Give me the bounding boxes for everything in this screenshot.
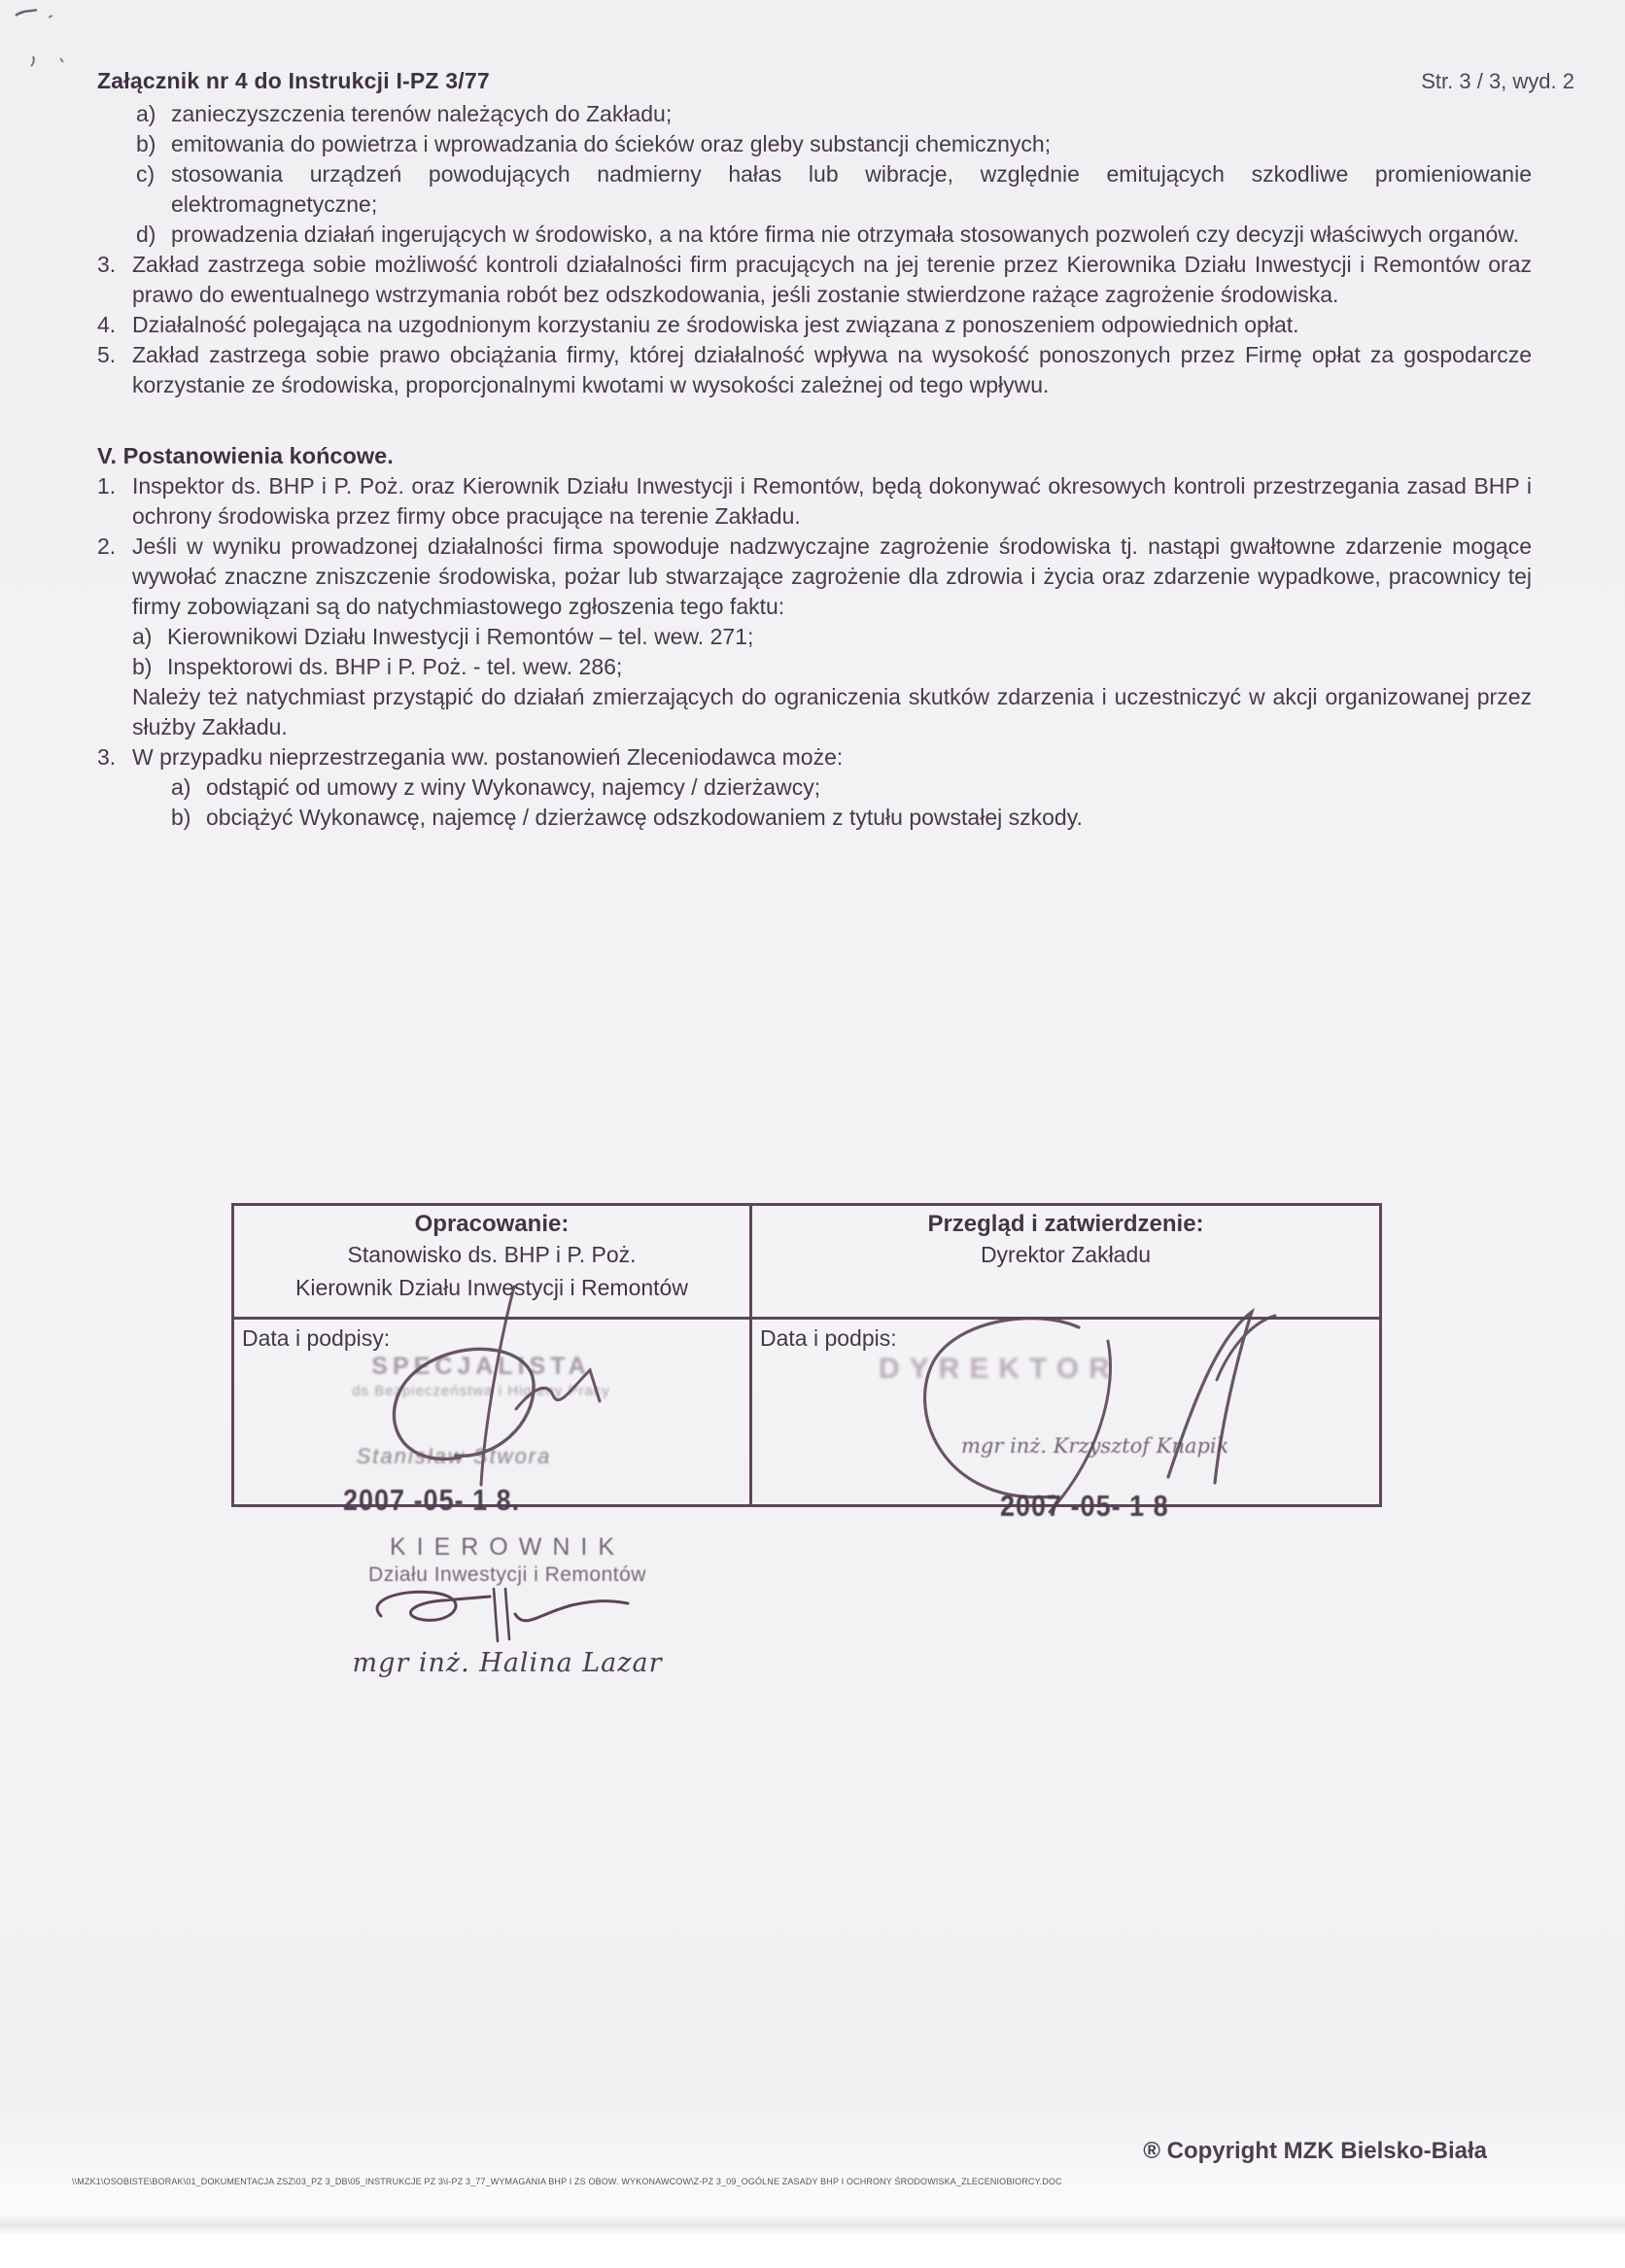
final-item-2	[97, 532, 1532, 622]
document-header	[97, 68, 1574, 94]
list-marker: a)	[132, 624, 153, 649]
list-marker: b)	[171, 805, 191, 830]
right-date-label: Data i podpis:	[760, 1325, 897, 1351]
kierownik-stamp-line-2: Działu Inwestycji i Remontów	[368, 1564, 646, 1586]
right-signature-cell	[752, 1320, 1379, 1523]
contact-item	[132, 622, 1532, 652]
consequence-text: obciążyć Wykonawcę, najemcę / dzierżawcę odszkodowaniem z tytułu powstałej szkody.	[206, 805, 1083, 830]
item-text: Działalność polegająca na uzgodnionym korzystaniu ze środowiska jest związana z ponoszeniem odpowiednich opłat.	[132, 312, 1299, 337]
left-signature-cell	[234, 1320, 752, 1517]
list-marker: b)	[136, 131, 156, 156]
list-item	[136, 129, 1532, 159]
list-item	[136, 220, 1532, 250]
left-date-label: Data i podpisy:	[242, 1325, 391, 1351]
kierownik-signature-name: mgr inż. Halina Lazar	[352, 1648, 663, 1678]
stamp-line-1: SPECJALISTA	[371, 1353, 591, 1380]
kierownik-stamp-block	[274, 1533, 741, 1678]
contact-list	[97, 622, 1532, 742]
contact-text: Kierownikowi Działu Inwestycji i Remontów – tel. wew. 271;	[167, 624, 754, 649]
item-number: 1.	[97, 473, 117, 498]
section-heading: V. Postanowienia końcowe.	[97, 443, 394, 468]
page-reference: Str. 3 / 3, wyd. 2	[1421, 69, 1574, 93]
item-number: 2.	[97, 533, 117, 559]
item-number: 5.	[97, 342, 117, 367]
table-signature-row	[234, 1320, 1379, 1523]
item-number: 3.	[97, 252, 117, 277]
note-text: Należy też natychmiast przystąpić do działań zmierzających do ograniczenia skutków zdarzenia i uczestniczyć w akcji organizowanej przez służby Zakładu.	[132, 684, 1532, 739]
pen-mark-artifacts	[10, 6, 97, 74]
document-body	[97, 99, 1532, 833]
numbered-item-5	[97, 340, 1532, 400]
list-item-text: prowadzenia działań ingerujących w środowisko, a na które firma nie otrzymała stosowanych pozwoleń czy decyzji właściwych organów.	[171, 222, 1520, 247]
list-marker: c)	[136, 161, 156, 187]
footer-copyright: ® Copyright MZK Bielsko-Biała	[1143, 2138, 1487, 2164]
item-number: 3.	[97, 744, 117, 770]
list-item-text: emitowania do powietrza i wprowadzania do ścieków oraz gleby substancji chemicznych;	[171, 131, 1052, 156]
approval-table	[231, 1203, 1382, 1523]
right-signature-name: mgr inż. Krzysztof Knapik	[961, 1434, 1229, 1458]
list-marker: d)	[136, 222, 156, 247]
attachment-title: Załącznik nr 4 do Instrukcji I-PZ 3/77	[97, 68, 490, 93]
stamp-line-2: ds Bezpieczeństwa i Higieny Pracy	[352, 1383, 610, 1399]
consequence-item	[171, 803, 1532, 833]
right-date-stamp: 2007 -05- 1 8	[1000, 1490, 1169, 1523]
opracowanie-role-2: Kierownik Działu Inwestycji i Remontów	[295, 1275, 688, 1300]
consequence-text: odstąpić od umowy z winy Wykonawcy, najemcy / dzierżawcy;	[206, 774, 821, 800]
item-text: W przypadku nieprzestrzegania ww. postanowień Zleceniodawca może:	[132, 744, 844, 770]
zatwierdzenie-role: Dyrektor Zakładu	[980, 1242, 1152, 1267]
list-item-text: stosowania urządzeń powodujących nadmierny hałas lub wibracje, względnie emitujących szkodliwe promieniowanie elektromagnetyczne;	[171, 161, 1532, 217]
numbered-item-4	[97, 310, 1532, 340]
left-signature-name: Stanisław Stwora	[356, 1444, 552, 1468]
scan-bottom-edge	[0, 2243, 1625, 2268]
opracowanie-role-1: Stanowisko ds. BHP i P. Poż.	[347, 1242, 637, 1267]
numbered-item-3	[97, 250, 1532, 310]
scan-shadow-band	[0, 2214, 1625, 2235]
item-number: 4.	[97, 312, 117, 337]
kierownik-signature	[352, 1581, 663, 1651]
item-text: Jeśli w wyniku prowadzonej działalności firma spowoduje nadzwyczajne zagrożenie środowiska tj. nastąpi gwałtowne zdarzenie mogące wywołać znaczne zniszczenie środowiska, pożar lub stwarzające zagrożenie dla zdrowia i życia oraz zdarzenie wypadkowe, pracownicy tej firmy zobowiązani są do natychmiastowego zgłoszenia tego faktu:	[132, 533, 1532, 619]
item-text: Inspektor ds. BHP i P. Poż. oraz Kierownik Działu Inwestycji i Remontów, będą dokonywać okresowych kontroli przestrzegania zasad BHP i ochrony środowiska przez firmy obce pracujące na terenie Zakładu.	[132, 473, 1532, 529]
list-item	[136, 159, 1532, 220]
list-item-text: zanieczyszczenia terenów należących do Zakładu;	[171, 101, 673, 126]
final-item-1	[97, 471, 1532, 532]
kierownik-stamp-line-1: KIEROWNIK	[389, 1533, 626, 1561]
list-item	[136, 99, 1532, 129]
list-marker: a)	[136, 101, 156, 126]
consequence-item	[171, 773, 1532, 803]
zatwierdzenie-title: Przegląd i zatwierdzenie:	[927, 1211, 1204, 1237]
opracowanie-title: Opracowanie:	[414, 1211, 570, 1237]
contact-text: Inspektorowi ds. BHP i P. Poż. - tel. wew. 286;	[167, 654, 623, 679]
left-date-stamp: 2007 -05- 1 8.	[343, 1484, 521, 1517]
intro-sub-list	[136, 99, 1532, 250]
final-item-3	[97, 742, 1532, 833]
list-marker: b)	[132, 654, 153, 679]
footer-file-path: \\MZK1\OSOBISTE\BORAK\01_DOKUMENTACJA ZSZ\03_PZ 3_DB\05_INSTRUKCJE PZ 3\I-PZ 3_77_WYMAGANIA BHP I ZS OBOW. WYKONAWCOW\Z-PZ 3_09_OGÓLNE ZASADY BHP I OCHRONY ŚRODOWISKA_ZLECENIOBIORCY.DOC	[72, 2177, 1062, 2186]
item-text: Zakład zastrzega sobie możliwość kontroli działalności firm pracujących na jej terenie przez Kierownika Działu Inwestycji i Remontów oraz prawo do ewentualnego wstrzymania robót bez odszkodowania, jeśli zostanie stwierdzone rażące zagrożenie środowiska.	[132, 252, 1532, 307]
list-marker: a)	[171, 774, 191, 800]
dyrektor-stamp: DYREKTOR	[879, 1353, 1120, 1385]
item-text: Zakład zastrzega sobie prawo obciążania firmy, której działalność wpływa na wysokość ponoszonych przez Firmę opłat za gospodarcze korzystanie ze środowiska, proporcjonalnymi kwotami w wysokości zależnej od tego wpływu.	[132, 342, 1532, 397]
contact-item	[132, 652, 1532, 682]
